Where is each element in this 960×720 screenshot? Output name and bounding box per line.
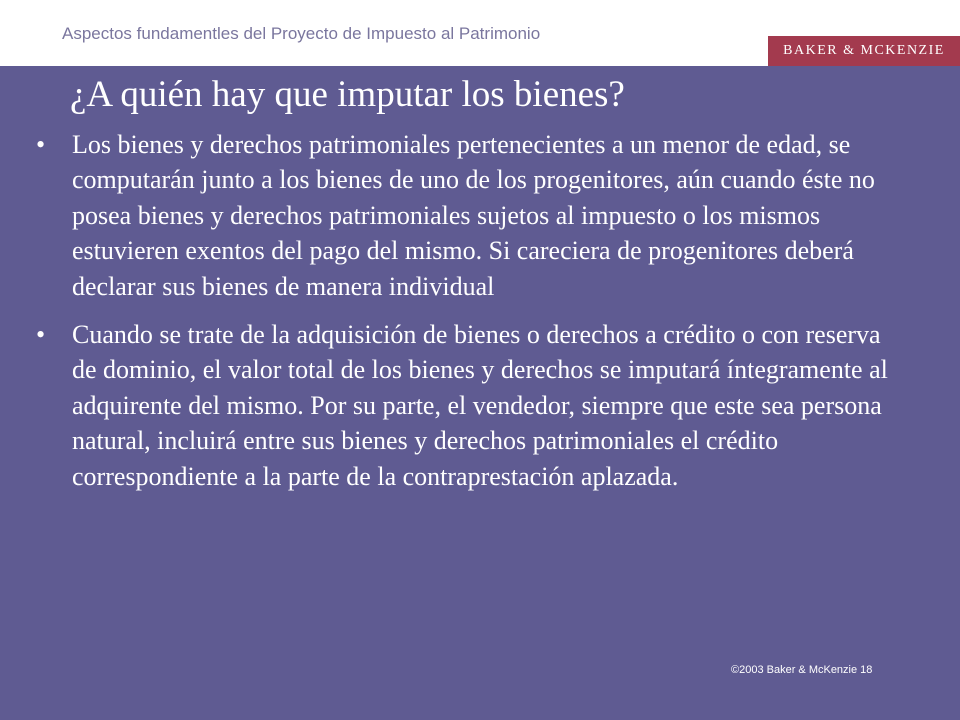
bullet-point-icon: •	[36, 130, 46, 159]
bullet-list	[30, 127, 890, 494]
bullet-text: Los bienes y derechos patrimoniales pertenecientes a un menor de edad, se computarán junto a los bienes de uno de los progenitores, aún cuando éste no posea bienes y derechos patrimoniales sujetos al impuesto o los mismos estuvieren exentos del pago del mismo. Si careciera de progenitores deberá declarar sus bienes de manera individual	[72, 130, 875, 301]
header-band	[0, 0, 960, 66]
bullet-item	[30, 317, 890, 494]
bullet-item	[30, 127, 890, 304]
header-subtitle: Aspectos fundamentles del Proyecto de Impuesto al Patrimonio	[62, 24, 541, 43]
slide-title: ¿A quién hay que imputar los bienes?	[70, 74, 625, 115]
company-logo-text: BAKER & MCKENZIE	[783, 43, 945, 58]
company-logo	[768, 36, 960, 66]
bullet-text: Cuando se trate de la adquisición de bienes o derechos a crédito o con reserva de dominio, el valor total de los bienes y derechos se imputará íntegramente al adquirente del mismo. Por su parte, el vendedor, siempre que este sea persona natural, incluirá entre sus bienes y derechos patrimoniales el crédito correspondiente a la parte de la contraprestación aplazada.	[72, 320, 888, 491]
slide-footer: ©2003 Baker & McKenzie 18	[731, 664, 873, 676]
bullet-point-icon: •	[36, 320, 46, 350]
